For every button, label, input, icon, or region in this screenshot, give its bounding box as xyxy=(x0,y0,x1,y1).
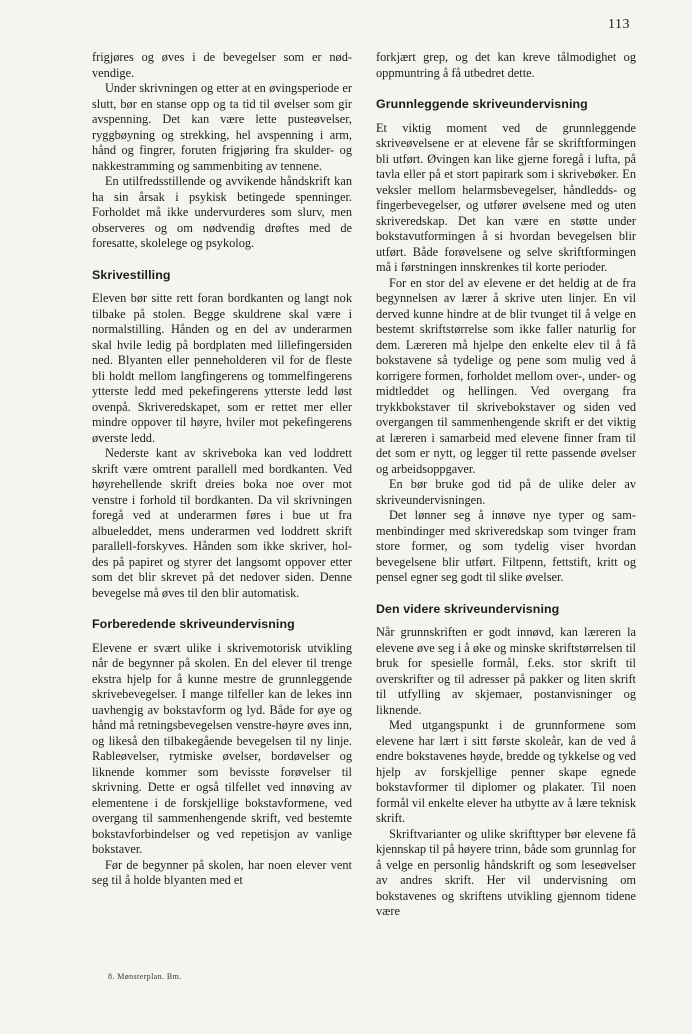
page-number: 113 xyxy=(608,17,630,32)
paragraph: frigjøres og øves i de bevegelser som er nødvendige. xyxy=(92,50,352,80)
section-heading: Forberedende skriveundervisning xyxy=(92,617,295,631)
paragraph: En utilfredsstillende og avvikende håndskrift kan ha sin årsak i psykisk betingede spenninger. Forholdet må ikke undervurderes som slurv, men observeres og om nødvendig drøftes med de foresatte, skolelege og psykolog. xyxy=(92,174,352,250)
paragraph: For en stor del av elevene er det heldig at de fra begynnelsen av lærer å skrive uten linjer. En vil derved kunne hindre at de blir tvunget til å velge en bestemt skriftstørrelse som ikke faller naturlig for dem. Læreren må hjelpe den enkelte elev til å få bokstavene så tydelige og pene som mulig ved å korrigere formen, forholdet mellom over-, under- og midtleddet og hellingen. Ved overgang fra trykkbokstaver til skrivebokstaver og siden ved overgangen til sammenhengende skrift er det viktig at læreren i samarbeid med elevene finner fram til det som er nytt, og legger til rette passende øvelser og arbeidsoppgaver. xyxy=(376,275,636,476)
right-column xyxy=(376,50,636,920)
paragraph: Det lønner seg å innøve nye typer og sammenbindinger med skriveredskap som tvinger fram store former, og som tydelig viser hvordan bevegelsene blir utført. Filtpenn, fettstift, kritt og pensel egner seg godt til slike øvelser. xyxy=(376,508,636,584)
section-heading: Den videre skriveundervisning xyxy=(376,601,560,616)
paragraph: Før de begynner på skolen, har noen elever vent seg til å holde blyanten med et xyxy=(92,857,352,887)
paragraph: Skriftvarianter og ulike skrifttyper bør elevene få kjennskap til på høyere trinn, både som grunnlag for å velge en personlig håndskrift og som leseøvelser av andres skrift. Her vil undervisning om bokstavenes og skriftens utvikling gjennom tidene være xyxy=(376,826,636,918)
paragraph: Når grunnskriften er godt innøvd, kan læreren la elevene øve seg i å øke og minske skriftstørrelsen til bruk for spesielle formål, f.eks. stor skrift til overskrifter og til adresser på pakker og liten skrift til utfylling av skjemaer, postanvisninger og liknende. xyxy=(376,625,636,717)
paragraph: Eleven bør sitte rett foran bordkanten og langt nok tilbake på stolen. Begge skuldrene skal være i normalstilling. Hånden og en del av underarmen skal hvile ledig på bordplaten med lillefingersiden ned. Blyanten eller penneholderen vil for de fleste bli holdt mellom langfingerens og tommelfingerens ytterste ledd med pekefingerens ytterste ledd løst ovenpå. Skriveredskapet, som er rettet mer eller mindre oppover til høyre, hviler mot pekefingerens øverste ledd. xyxy=(92,291,352,445)
paragraph: Med utgangspunkt i de grunnformene som elevene har lært i sitt første skoleår, kan de ved å endre bokstavenes høyde, bredde og tykkelse og ved hjelp av forskjellige penner skape egnede bokstavformer til diplomer og plakater. Til noen formål vil enkelte elever ha utbytte av å lære teknisk skrift. xyxy=(376,718,636,825)
section-heading: Skrivestilling xyxy=(92,267,171,282)
paragraph: Elevene er svært ulike i skrivemotorisk utvikling når de begynner på skolen. En del elever til trenge ekstra hjelp for å kunne mestre de grunnleggende skrivebevegelser. I mange tilfeller kan de lekes inn uavhengig av bokstavform og lyd. Både for øye og hånd må retningsbevegelsen venstre-høyre øves inn, og likeså den tilbakegående bevegelsen til ny linje. Rableøvelser, rytmiske øvelser, bordøvelser og liknende kommer som bevisste forøvelser til skrivning. Dette er også tilfellet ved innøving av elementene i de forskjellige bokstavformene, ved overgang til sammenhengende skrift, ved bestemte bokstavforbindelser og ved repetisjon av vanlige bokstaver. xyxy=(92,640,352,856)
paragraph: Nederste kant av skriveboka kan ved loddrett skrift være omtrent parallell med bordkanten. Ved høyrehellende skrift dreies boka noe over mot venstre i forhold til bordkanten. Da vil skrivningen foregå ved at underarmen føres i bue ut fra albueleddet, mens underarmen ved loddrett skrift parallell-forskyves. Hånden som ikke skriver, holdes på papiret og styrer det langsomt oppover etter som det blir skrevet på det nedover siden. Denne bevegelse må øves til den blir automatisk. xyxy=(92,446,352,600)
paragraph: Under skrivningen og etter at en øvingsperiode er slutt, bør en stanse opp og ta tid til øvelser som gir avspenning. Det kan være lette pusteøvelser, ryggbøyning og strekking, hel avspenning i arm, hånd og fingrer, foruten frigjøring fra skulder- og nakkestramming og sammenbiting av tennene. xyxy=(92,81,352,173)
left-column xyxy=(92,50,352,889)
paragraph: En bør bruke god tid på de ulike deler av skriveundervisningen. xyxy=(376,477,636,507)
paragraph: forkjært grep, og det kan kreve tålmodighet og oppmuntring å få utbedret dette. xyxy=(376,50,636,80)
paragraph: Et viktig moment ved de grunnleggende skriveøvelsene er at elevene får se skriftformingen bli utført. Øvingen kan like gjerne foregå i lufta, på tavla eller på et stort papirark som i skrivebøker. En veksler mellom helarmsbevegelser, håndledds- og fingerbevegelser, og utfører øvelsene med og uten skriveredskap. Det kan være en støtte under bokstavutformingen å si hvordan bevegelsen blir utført. Både forøvelsene og selve skriftformingen må i førstningen innskrenkes til korte perioder. xyxy=(376,120,636,274)
section-heading: Grunnleggende skriveundervisning xyxy=(376,97,588,111)
footer-note: 8. Mønsterplan. Bm. xyxy=(108,972,182,981)
